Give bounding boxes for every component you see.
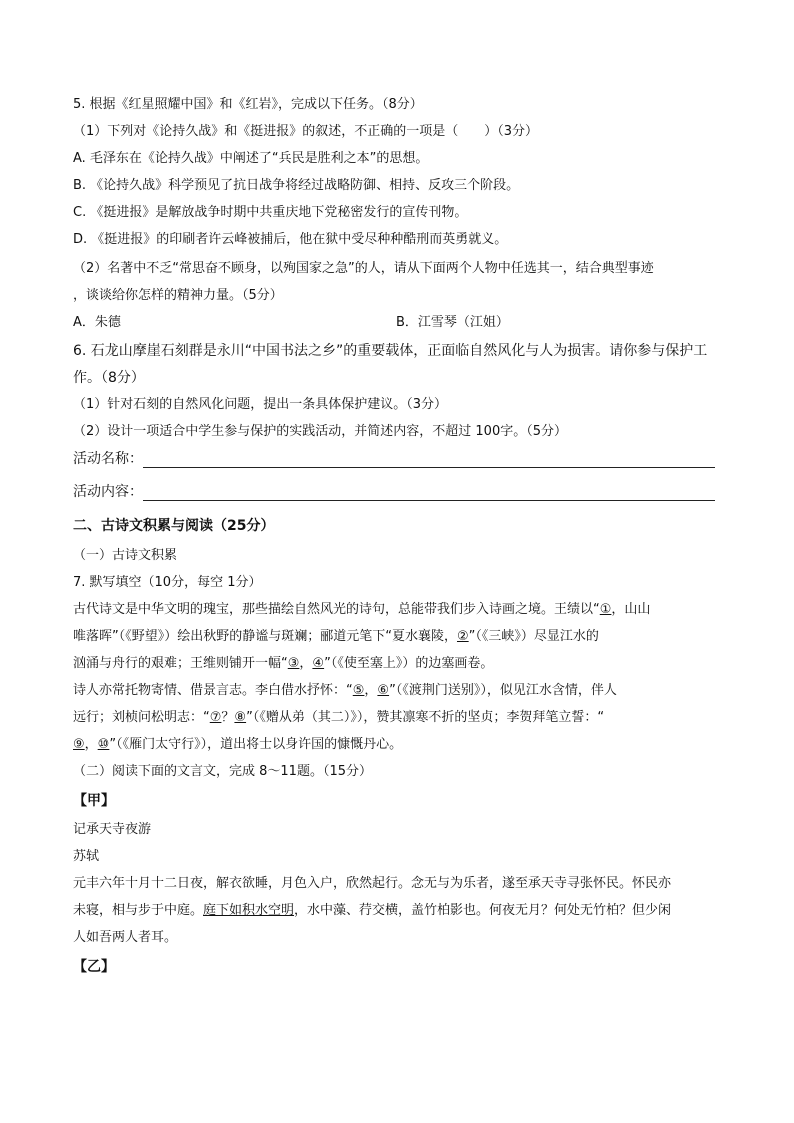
activity-content-row [73,483,715,501]
q7-p1-line1 [73,601,650,619]
blank-3[interactable]: ③ [287,656,300,671]
q7-p1-line2 [73,628,599,646]
blank-9[interactable]: ⑨ [73,737,85,752]
text: ，山山 [611,602,651,617]
essay-underlined-phrase: 庭下如积水空明 [203,903,295,918]
q7-p2-line3 [73,736,402,754]
q7-p2-line2 [73,709,604,727]
essay-title: 记承天寺夜游 [73,822,152,837]
essay-author: 苏轼 [73,849,100,864]
blank-4[interactable]: ④ [312,656,325,671]
part2-heading: （二）阅读下面的文言文，完成 8～11题。（15分） [73,764,372,779]
q5-option-a: A. 毛泽东在《论持久战》中阐述了“兵民是胜利之本”的思想。 [73,151,429,166]
q6-line1: 6. 石龙山摩崖石刻群是永川“中国书法之乡”的重要载体，正面临自然风化与人为损害。请你参与保护工 [73,343,708,359]
q7-p1-line3 [73,655,493,673]
text: ”（《渡荆门送别》），似见江水含情，伴人 [389,683,617,698]
q6-line2: 作。（8分） [73,370,145,386]
text: ， [364,683,378,698]
q5-sub2-line1: （2）名著中不乏“常思奋不顾身，以殉国家之急”的人，请从下面两个人物中任选其一，结合典型事迹 [73,261,654,276]
blank-8[interactable]: ⑧ [234,710,247,725]
q7-p2-line1 [73,682,617,700]
essay-line3: 人如吾两人者耳。 [73,930,178,945]
text: ， [299,656,313,671]
q5-sub2-line2: ，谈谈给你怎样的精神力量。（5分） [73,288,283,303]
text: 未寝，相与步于中庭。 [73,903,204,918]
text: 古代诗文是中华文明的瑰宝，那些描绘自然风光的诗句，总能带我们步入诗画之境。王绩以“ [73,602,600,617]
blank-1[interactable]: ① [599,602,612,617]
text: ”（《赠从弟（其二）》），赞其凛寒不折的坚贞；李贺拜笔立誓：“ [246,710,605,725]
activity-content-blank[interactable] [143,486,715,501]
q6-sub2: （2）设计一项适合中学生参与保护的实践活动，并简述内容，不超过 100字。（5分） [73,424,567,439]
q6-sub1: （1）针对石刻的自然风化问题，提出一条具体保护建议。（3分） [73,397,448,412]
text: ，水中藻、荇交横，盖竹柏影也。何夜无月？何处无竹柏？但少闲 [294,903,672,918]
essay-line1: 元丰六年十月十二日夜，解衣欲睡，月色入户，欣然起行。念无与为乐者，遂至承天寺寻张怀民。怀民亦 [73,876,672,891]
text: ”（《使至塞上》）的边塞画卷。 [324,656,494,671]
blank-10[interactable]: ⑩ [97,737,110,752]
blank-7[interactable]: ⑦ [209,710,222,725]
blank-5[interactable]: ⑤ [352,683,365,698]
q5-choice-a: A．朱德 [73,315,121,330]
text: 唯落晖”（《野望》）绘出秋野的静谧与斑斓；郦道元笔下“夏水襄陵， [73,629,457,644]
section2-heading: 二、古诗文积累与阅读（25分） [73,518,275,534]
blank-2[interactable]: ② [456,629,469,644]
text: ”（《雁门太守行》），道出将士以身许国的慷慨丹心。 [109,737,403,752]
activity-content-label: 活动内容： [73,484,143,500]
text: ？ [221,710,235,725]
text: ， [84,737,98,752]
activity-name-blank[interactable] [143,453,715,468]
q5-option-b: B. 《论持久战》科学预见了抗日战争将经过战略防御、相持、反攻三个阶段。 [73,178,520,193]
activity-name-row [73,450,715,468]
q5-option-d: D. 《挺进报》的印刷者许云峰被捕后，他在狱中受尽种种酷刑而英勇就义。 [73,232,508,247]
q5-title: 5. 根据《红星照耀中国》和《红岩》，完成以下任务。（8分） [73,97,423,112]
text: ”（《三峡》）尽显江水的 [468,629,599,644]
q5-sub1: （1）下列对《论持久战》和《挺进报》的叙述，不正确的一项是（ ）（3分） [73,124,539,139]
text: 汹涌与舟行的艰难；王维则铺开一幅“ [73,656,288,671]
q5-choice-b: B．江雪琴（江姐） [396,315,509,330]
q7-title: 7. 默写填空（10分，每空 1分） [73,575,262,590]
q5-option-c: C. 《挺进报》是解放战争时期中共重庆地下党秘密发行的宣传刊物。 [73,205,468,220]
text: 诗人亦常托物寄情、借景言志。李白借水抒怀：“ [73,683,353,698]
blank-6[interactable]: ⑥ [377,683,390,698]
yi-marker: 【乙】 [73,959,115,975]
part1-heading: （一）古诗文积累 [73,548,178,563]
text: 远行；刘桢问松明志：“ [73,710,210,725]
essay-line2 [73,902,671,920]
jia-marker: 【甲】 [73,793,115,809]
activity-name-label: 活动名称： [73,451,143,467]
